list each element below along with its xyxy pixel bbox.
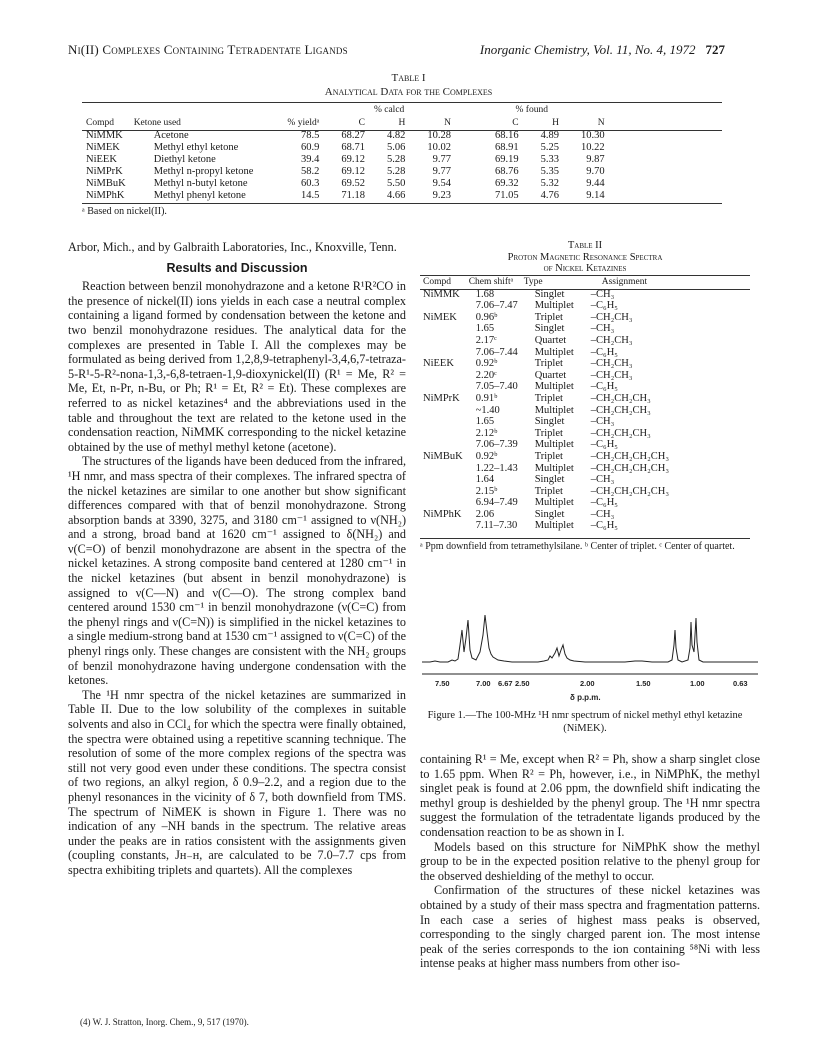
table-cell: 7.11–7.30 [475, 520, 518, 532]
table-cell: 9.77 [432, 166, 451, 177]
table-cell [420, 474, 466, 486]
table-cell: 5.50 [386, 178, 406, 189]
table-row [420, 439, 672, 451]
table2-rule-top [420, 275, 750, 276]
table-cell: Triplet [534, 392, 563, 404]
body-paragraph: Models based on this structure for NiMPhK show the methyl group to be in the expected position relative to the phenyl group for the observed deshielding of the methyl to occur. [420, 839, 760, 883]
table-cell: –CH₂CH₂CH₃ [590, 392, 651, 404]
body-paragraph: The structures of the ligands have been deduced from the infrared, ¹H nmr, and mass spectra of their complexes. The infrared spectra of the nickel ketazines are similar to one another but show significant differences compared with that of benzil monohydrazone. Strong absorption bands at 3390, 3275, and 3180 cm⁻¹ assigned to ν(NH₂) and a strong, broad band at 1620 cm⁻¹ assigned to δ(NH₂) and ν(C=O) of benzil monohydrazone are absent in the spectra of the nickel ketazines. A strong composite band centered at 1280 cm⁻¹ in the nickel ketazines (but absent in benzil monohydrazone) is assigned to ν(C—N) and ν(C—O). The strong complex band centered around 1530 cm⁻¹ in benzil monohydrazone (ν(C=C) from the phenyl rings and ν(C=N)) is simplified in the nickel ketazines to a single medium-strong band at 1530 cm⁻¹ assigned to ν(C=C) of the phenyl rings only. These changes are consistent with the NH₂ groups of benzil monohydrazone having undergone condensation with the ketones. [68, 454, 406, 688]
table-row [420, 451, 672, 463]
table1-rule-top [82, 102, 722, 103]
table-cell: 78.5 [300, 130, 320, 141]
table-cell: 9.77 [432, 154, 451, 165]
table-cell: Multiplet [534, 300, 574, 312]
column-header: Chem shiftᵃ [468, 277, 514, 287]
table-row [420, 405, 672, 417]
table1-column-header [82, 117, 609, 130]
table2-footnote: ᵃ Ppm downfield from tetramethylsilane. ᵇ Center of triplet. ᶜ Center of quartet. [420, 541, 735, 552]
tick-label: 0.63 [733, 679, 748, 688]
table-cell: 2.20ᶜ [475, 369, 497, 381]
table-cell: Multiplet [534, 497, 574, 509]
table2-column-header [420, 277, 672, 289]
tick-label: 7.50 [435, 679, 450, 688]
table1-label: Table I [391, 72, 426, 84]
table-cell [420, 370, 466, 382]
table2-title: Proton Magnetic Resonance Spectra [507, 252, 663, 263]
table-cell: 7.06–7.39 [475, 439, 518, 451]
table-cell: Multiplet [534, 404, 574, 416]
table-cell: –C₆H₅ [590, 439, 618, 451]
table2-subtitle: of Nickel Ketazines [543, 263, 627, 274]
table-row [420, 335, 672, 347]
table-cell: 10.22 [580, 142, 605, 153]
tick-label: 2.50 [515, 679, 530, 688]
table-row [82, 190, 609, 202]
table-cell: Methyl phenyl ketone [153, 190, 246, 201]
table2-label: Table II [567, 240, 603, 251]
table-cell: 4.76 [540, 190, 559, 201]
table-cell: –CH₂CH₃ [590, 334, 633, 346]
table1-group-header [82, 104, 609, 117]
table-row [420, 474, 672, 486]
right-column [420, 752, 760, 971]
table-cell: –C₆H₅ [590, 346, 618, 358]
table-cell: –CH₂CH₂CH₂CH₃ [590, 450, 670, 462]
table-cell [420, 300, 466, 312]
table-row [82, 178, 609, 190]
column-header: C [512, 118, 519, 128]
table-cell: Quartet [534, 369, 567, 381]
table-cell [420, 497, 466, 509]
table-row [82, 154, 609, 166]
table-cell [420, 439, 466, 451]
table-cell: 71.18 [341, 190, 365, 201]
table-row [420, 486, 672, 498]
table-cell: –C₆H₅ [590, 300, 618, 312]
table-cell: 5.28 [386, 166, 406, 177]
table-cell: –CH₃ [590, 508, 615, 520]
table-row [420, 416, 672, 428]
table-cell: NiMEK [86, 142, 120, 153]
section-title: Results and Discussion [166, 260, 308, 275]
table-cell: 0.92ᵇ [475, 450, 498, 462]
table-cell: 10.02 [427, 142, 451, 153]
table-cell: Singlet [534, 474, 565, 486]
table-cell: Quartet [534, 334, 567, 346]
table-cell [420, 486, 466, 498]
table-cell [420, 381, 466, 393]
table-cell [420, 463, 466, 475]
table-cell: 5.33 [540, 154, 559, 165]
table-cell: 69.19 [494, 154, 519, 165]
table-cell [420, 520, 466, 532]
table-cell: –C₆H₅ [590, 381, 618, 393]
table-cell: –CH₃ [590, 416, 615, 428]
table-cell: 9.70 [586, 166, 605, 177]
table-cell: Triplet [534, 358, 563, 370]
journal-citation: Inorganic Chemistry, Vol. 11, No. 4, 1972 [479, 42, 696, 57]
table-cell: 1.65 [475, 416, 495, 428]
table1-title: Analytical Data for the Complexes [324, 86, 493, 98]
table-cell: –CH₃ [590, 288, 615, 300]
table-cell: 5.32 [540, 178, 559, 189]
table-cell: 39.4 [300, 154, 320, 165]
table-cell: 1.65 [475, 323, 495, 335]
table-cell: 60.3 [300, 178, 320, 189]
table-cell: Triplet [534, 485, 563, 497]
table-cell [420, 347, 466, 359]
table-cell: 69.12 [341, 154, 365, 165]
table2-rule-bottom [420, 538, 750, 539]
reference-footnote: (4) W. J. Stratton, Inorg. Chem., 9, 517 (1970). [80, 1017, 249, 1027]
table-cell: 9.14 [586, 190, 605, 201]
table-row [420, 428, 672, 440]
table-cell: 71.05 [494, 190, 519, 201]
table-cell: 2.06 [475, 508, 495, 520]
running-header-title: Ni(II) Complexes Containing Tetradentate Ligands [68, 42, 348, 57]
affiliation-text: Arbor, Mich., and by Galbraith Laboratories, Inc., Knoxville, Tenn. [68, 240, 397, 254]
table-cell: 1.64 [475, 474, 495, 486]
table-cell: Singlet [534, 508, 565, 520]
table-row [420, 393, 672, 405]
table-row [420, 289, 672, 301]
table-cell: NiMPhK [86, 190, 125, 201]
table-row [82, 142, 609, 154]
table-cell [420, 416, 466, 428]
table1-rule-bottom [82, 203, 722, 204]
table-cell: 69.12 [341, 166, 365, 177]
page-number: 727 [705, 42, 725, 57]
table-cell: 69.32 [494, 178, 519, 189]
column-header: Compd [86, 118, 114, 128]
table-row [420, 312, 672, 324]
table-cell: 5.28 [386, 154, 406, 165]
table-cell: 4.89 [540, 130, 559, 141]
table-cell: –CH₂CH₂CH₂CH₃ [590, 462, 670, 474]
table-cell: Singlet [534, 416, 565, 428]
body-paragraph: Reaction between benzil monohydrazone and a ketone R¹R²CO in the presence of nickel(II) ions yields in each case a neutral complex containing a ligand formed by condensation between the ketone and two benzil monohydrazone residues. The analytical data for the complexes are presented in Table I. All the complexes may be formulated as being derived from 1,2,8,9-tetraphenyl-3,4,6,7-tetraza-5-R¹-5-R²-nona-1,3,-6,8-tetraen-1,9-dioxynickel(II) (R¹ = Me, R² = Me, Et, n-Pr, n-Bu, or Ph; R¹ = Et, R² = Et). These complexes are referred to as nickel ketazines⁴ and the abbreviations used in the table and throughout the text are related to the ketone used in the condensation reaction, NiMMK corresponding to the nickel ketazine obtained by the use of methyl methyl ketone (acetone). [68, 279, 406, 454]
table-cell: NiEEK [423, 358, 454, 370]
table-cell: 2.17ᶜ [475, 334, 497, 346]
table-row [420, 463, 672, 475]
table-cell: Multiplet [534, 346, 574, 358]
table-cell: 4.66 [386, 190, 406, 201]
body-paragraph: containing R¹ = Me, except when R² = Ph, show a sharp singlet close to 1.65 ppm. When R² = Ph, however, i.e., in NiMPhK, the methyl singlet peak is found at 2.06 ppm, the downfield shift indicating the methyl group is deshielded by the phenyl group. The ¹H nmr spectra suggest the formulation of the tetradentate ligands produced by the condensation reaction to be as shown in I. [420, 752, 760, 839]
column-header: N [444, 118, 451, 128]
table-cell: 6.94–7.49 [475, 497, 518, 509]
table-cell: –CH₂CH₃ [590, 369, 633, 381]
table-cell: Singlet [534, 323, 565, 335]
left-column [68, 240, 406, 878]
tick-label: 6.67 [498, 679, 513, 688]
table-cell: NiMBuK [423, 450, 463, 462]
table-row [420, 370, 672, 382]
column-header: Type [523, 277, 543, 287]
table-cell: NiMMK [423, 288, 460, 300]
table-cell: 0.92ᵇ [475, 358, 498, 370]
spectrum-trace [422, 615, 758, 662]
table-cell: Multiplet [534, 381, 574, 393]
table-row [82, 166, 609, 178]
column-header: Ketone used [133, 118, 181, 128]
table-cell: NiEEK [86, 154, 117, 165]
table-row [420, 358, 672, 370]
table-cell: 9.44 [586, 178, 605, 189]
table-cell: 2.12ᵇ [475, 427, 498, 439]
axis-tick-labels [435, 679, 748, 688]
table-cell: 5.06 [386, 142, 406, 153]
table-cell: 2.15ᵇ [475, 485, 498, 497]
table-cell: 10.30 [580, 130, 605, 141]
table-cell: 9.23 [432, 190, 451, 201]
table-cell: Triplet [534, 311, 563, 323]
group-header-calcd: % calcd [373, 105, 405, 115]
table-cell: 68.16 [494, 130, 519, 141]
table-cell: NiMBuK [86, 178, 126, 189]
group-header-found: % found [515, 105, 548, 115]
table-cell: NiMPrK [423, 392, 460, 404]
table-cell: Diethyl ketone [153, 154, 216, 165]
column-header: H [398, 118, 406, 128]
table-cell: 68.27 [341, 130, 365, 141]
table-cell [420, 335, 466, 347]
table-row [420, 497, 672, 509]
column-header: % yieldᵃ [287, 118, 320, 128]
table-cell: 58.2 [300, 166, 320, 177]
column-header: H [552, 118, 559, 128]
table-cell: 69.52 [341, 178, 365, 189]
table-cell: 7.06–7.47 [475, 300, 518, 312]
nmr-spectrum-figure [420, 590, 760, 705]
table-cell: 9.54 [432, 178, 451, 189]
table-cell: 68.71 [341, 142, 365, 153]
table-cell: NiMEK [423, 311, 457, 323]
table-cell: –CH₂CH₂CH₃ [590, 427, 651, 439]
table-cell: 1.68 [475, 288, 495, 300]
table-cell: Methyl n-propyl ketone [153, 166, 254, 177]
table-cell: NiMMK [86, 130, 123, 141]
table-row [420, 323, 672, 335]
table-cell: 10.28 [427, 130, 451, 141]
table-cell: –CH₂CH₂CH₂CH₃ [590, 485, 670, 497]
column-header: C [358, 118, 365, 128]
table-cell: Multiplet [534, 439, 574, 451]
column-header: Assignment [601, 277, 648, 287]
table-cell: Multiplet [534, 520, 574, 532]
table-cell: 9.87 [586, 154, 605, 165]
table-row [82, 130, 609, 142]
table-cell: 1.22–1.43 [475, 462, 518, 474]
table-cell: NiMPhK [423, 508, 462, 520]
table-row [420, 347, 672, 359]
table1-footnote: ᵃ Based on nickel(II). [82, 206, 167, 217]
table-cell: 60.9 [300, 142, 320, 153]
table-cell: 68.76 [494, 166, 519, 177]
table-cell [420, 428, 466, 440]
table-cell: –C₆H₅ [590, 520, 618, 532]
table-cell: 5.25 [540, 142, 559, 153]
table-cell: 68.91 [494, 142, 519, 153]
table-cell: 0.96ᵇ [475, 311, 498, 323]
table-cell: NiMPrK [86, 166, 123, 177]
table-cell: 0.91ᵇ [475, 392, 498, 404]
table-row [420, 300, 672, 312]
table-cell: 4.82 [386, 130, 406, 141]
axis-label: δ p.p.m. [570, 693, 601, 702]
tick-label: 7.00 [476, 679, 491, 688]
table-cell [420, 405, 466, 417]
table-cell: –CH₂CH₃ [590, 358, 633, 370]
table-cell: Triplet [534, 450, 563, 462]
table-cell: ~1.40 [475, 404, 500, 416]
table-row [420, 381, 672, 393]
body-paragraph: The ¹H nmr spectra of the nickel ketazines are summarized in Table II. Due to the low solubility of the complexes in suitable solvents and also in CCl₄ for which the spectra were finally obtained, the spectra were obtained using a repetitive scanning technique. The resolution of some of the more complex regions of the spectra was still not very good even under these conditions. The spectra consist of two regions, an alkyl region, δ 0.9–2.2, and a region due to the phenyl resonances in the vicinity of δ 7, both downfield from TMS. The spectrum of NiMEK is shown in Figure 1. There was no indication of any –NH bands in the spectrum. The relative areas under the peaks are in ratios consistent with the assignments given (coupling constants, Jʜ₋ʜ, are calculated to be 7.0–7.7 cps from spectra exhibiting triplets and quartets). All the complexes [68, 687, 406, 877]
table-cell: Methyl n-butyl ketone [153, 178, 248, 189]
table-row [420, 509, 672, 521]
table-cell: –CH₃ [590, 474, 615, 486]
table-cell: –CH₃ [590, 323, 615, 335]
table-cell [420, 323, 466, 335]
tick-label: 2.00 [580, 679, 595, 688]
body-paragraph: Confirmation of the structures of these nickel ketazines was obtained by a study of their mass spectra and fragmentation patterns. In each case a series of highest mass peaks is observed, corresponding to the singly charged parent ion. The most intense peak of the series corresponds to the ion containing ⁵⁸Ni with less intense peaks at higher mass numbers from other iso- [420, 883, 760, 971]
table-cell: Methyl ethyl ketone [153, 142, 239, 153]
column-header: Compd [423, 277, 451, 287]
table-cell: Acetone [153, 130, 189, 141]
table-cell: –CH₂CH₃ [590, 311, 633, 323]
tick-label: 1.50 [636, 679, 651, 688]
table-cell: Triplet [534, 427, 563, 439]
table-cell: 7.06–7.44 [475, 346, 518, 358]
table-cell: 5.35 [540, 166, 559, 177]
table1 [82, 104, 609, 202]
table-cell: –CH₂CH₂CH₃ [590, 404, 651, 416]
table-cell: Multiplet [534, 462, 574, 474]
table-cell: –C₆H₅ [590, 497, 618, 509]
running-header-journal [480, 42, 725, 58]
figure1-caption: Figure 1.—The 100-MHz ¹H nmr spectrum of nickel methyl ethyl ketazine (NiMEK). [427, 710, 743, 734]
column-header: N [597, 118, 605, 128]
table-cell: Singlet [534, 288, 565, 300]
table-row [420, 520, 672, 532]
tick-label: 1.00 [690, 679, 705, 688]
table-cell: 7.05–7.40 [475, 381, 518, 393]
table2 [420, 277, 672, 532]
table-cell: 14.5 [300, 190, 320, 201]
